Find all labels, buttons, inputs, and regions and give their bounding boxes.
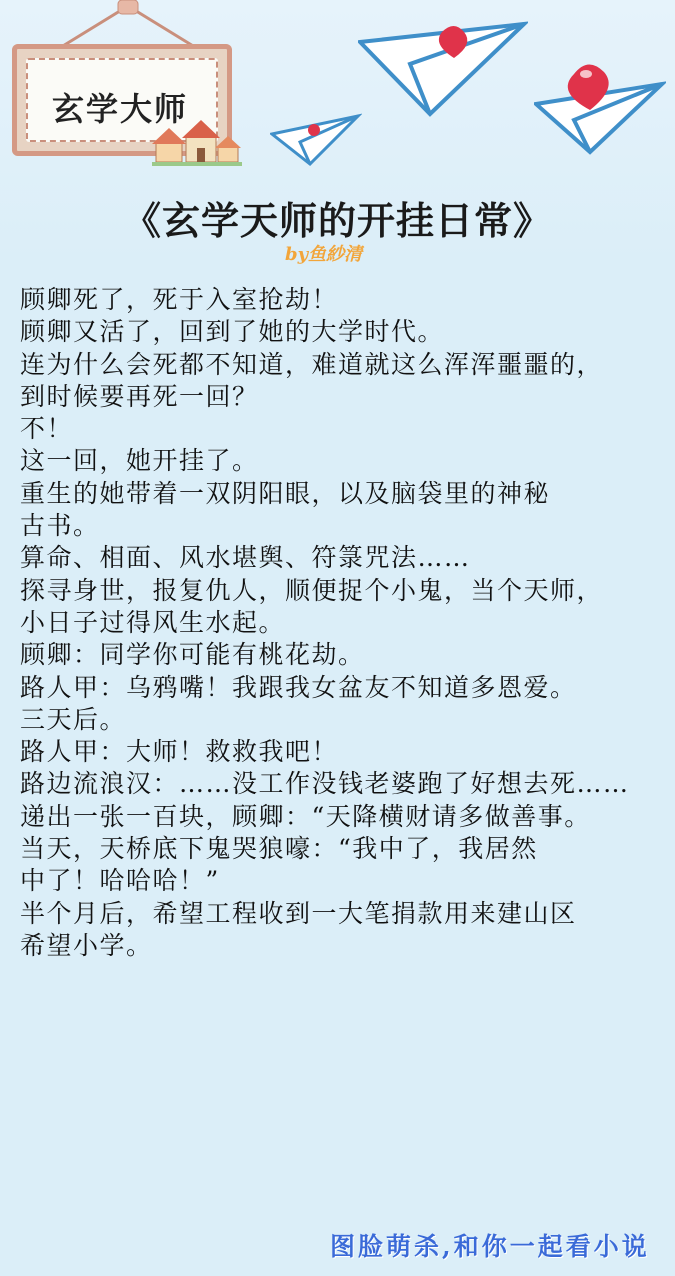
author-byline: by鱼紗清 — [285, 244, 363, 265]
synopsis-line: 希望小学。 — [20, 930, 153, 960]
synopsis-line: 路边流浪汉：……没工作没钱老婆跑了好想去死…… — [20, 769, 630, 799]
synopsis-line: 三天后。 — [20, 704, 127, 734]
synopsis-line: 递出一张一百块，顾卿：“天降横财请多做善事。 — [20, 801, 591, 831]
synopsis-line: 算命、相面、风水堪舆、符箓咒法…… — [20, 543, 471, 573]
synopsis-line: 连为什么会死都不知道，难道就这么浑浑噩噩的， — [20, 349, 604, 379]
synopsis-line: 这一回，她开挂了。 — [20, 446, 259, 476]
paper-plane-small-icon — [270, 112, 362, 166]
synopsis-line: 不！ — [20, 414, 74, 444]
sign-label: 玄学大师 — [52, 90, 189, 128]
footer-watermark: 图脸萌杀,和你一起看小说 — [330, 1232, 650, 1261]
synopsis-line: 重生的她带着一双阴阳眼，以及脑袋里的神秘 — [20, 478, 551, 508]
synopsis-text — [20, 284, 675, 962]
synopsis-line: 古书。 — [20, 511, 100, 541]
heart-paper-plane-icon — [534, 56, 666, 156]
synopsis-line: 半个月后，希望工程收到一大笔捐款用来建山区 — [20, 898, 577, 928]
synopsis-line: 小日子过得风生水起。 — [20, 607, 286, 637]
synopsis-line: 探寻身世，报复仇人，顺便捉个小鬼，当个天师， — [20, 575, 604, 605]
synopsis-line: 中了！哈哈哈！” — [20, 866, 220, 896]
synopsis-line: 到时候要再死一回？ — [20, 381, 259, 411]
synopsis-line: 顾卿：同学你可能有桃花劫。 — [20, 640, 365, 670]
synopsis-line: 顾卿又活了，回到了她的大学时代。 — [20, 317, 445, 347]
synopsis-line: 当天，天桥底下鬼哭狼嚎：“我中了，我居然 — [20, 834, 538, 864]
synopsis-line: 路人甲：乌鸦嘴！我跟我女盆友不知道多恩爱。 — [20, 672, 577, 702]
synopsis-line: 路人甲：大师！救救我吧！ — [20, 737, 339, 767]
synopsis-line: 顾卿死了，死于入室抢劫！ — [20, 285, 339, 314]
paper-plane-large-icon — [358, 18, 528, 118]
houses-icon — [152, 118, 242, 166]
book-title: 《玄学天师的开挂日常》 — [122, 198, 552, 243]
